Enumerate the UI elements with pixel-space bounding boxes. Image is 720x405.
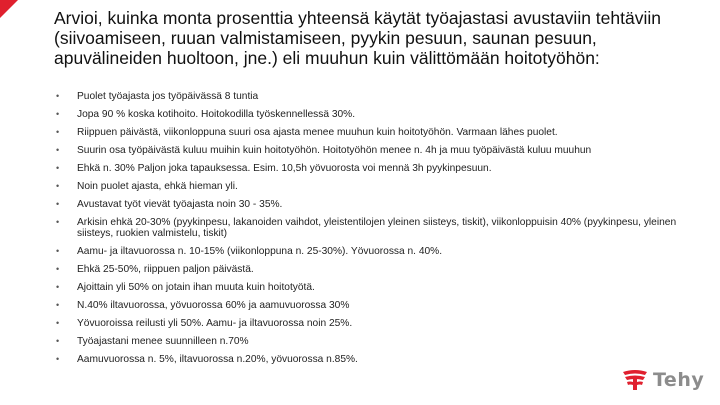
list-item bbox=[56, 300, 706, 311]
bullet-icon: • bbox=[56, 336, 60, 346]
answer-text: Riippuen päivästä, viikonloppuna suuri osa ajasta menee muuhun kuin hoitotyöhön. Varmaan lähes puolet. bbox=[77, 127, 558, 138]
answer-text: Puolet työajasta jos työpäivässä 8 tuntia bbox=[77, 91, 259, 102]
answer-text: Ehkä 25-50%, riippuen paljon päivästä. bbox=[77, 264, 254, 275]
answer-text: Aamu- ja iltavuorossa n. 10-15% (viikonloppuna n. 25-30%). Yövuorossa n. 40%. bbox=[77, 246, 443, 257]
answer-text: Yövuoroissa reilusti yli 50%. Aamu- ja iltavuorossa noin 25%. bbox=[77, 318, 353, 329]
list-item bbox=[56, 354, 706, 365]
list-item bbox=[56, 246, 706, 257]
bullet-icon: • bbox=[56, 199, 60, 209]
bullet-icon: • bbox=[56, 354, 60, 364]
list-item bbox=[56, 199, 706, 210]
bullet-icon: • bbox=[56, 163, 60, 173]
list-item bbox=[56, 181, 706, 192]
bullet-icon: • bbox=[56, 282, 60, 292]
bullet-icon: • bbox=[56, 181, 60, 191]
slide-title: Arvioi, kuinka monta prosenttia yhteensä käytät työajastasi avustaviin tehtäviin (siivoamiseen, ruuan valmistamiseen, pyykin pesuun, saunan pesuun, apuvälineiden huoltoon, jne.) eli muuhun kuin välittömään hoitotyöhön: bbox=[54, 8, 661, 68]
bullet-icon: • bbox=[56, 318, 60, 328]
bullet-icon: • bbox=[56, 91, 60, 101]
tehy-logo bbox=[622, 367, 704, 393]
bullet-icon: • bbox=[56, 145, 60, 155]
bullet-icon: • bbox=[56, 217, 60, 227]
answer-text: Arkisin ehkä 20-30% (pyykinpesu, lakanoiden vaihdot, yleistentilojen yleinen siisteys, tiskit), viikonloppuisin 40% (pyykinpesu, yleinen siisteys, ruokien valmistelu, tiskit) bbox=[77, 217, 677, 239]
corner-accent bbox=[0, 0, 18, 18]
list-item bbox=[56, 145, 706, 156]
list-item bbox=[56, 217, 706, 239]
answer-text: Aamuvuorossa n. 5%, iltavuorossa n.20%, yövuorossa n.85%. bbox=[77, 354, 358, 365]
bullet-icon: • bbox=[56, 264, 60, 274]
answer-text: Noin puolet ajasta, ehkä hieman yli. bbox=[77, 181, 238, 192]
tehy-logo-icon bbox=[622, 369, 648, 391]
list-item bbox=[56, 127, 706, 138]
bullet-icon: • bbox=[56, 109, 60, 119]
answer-text: N.40% iltavuorossa, yövuorossa 60% ja aamuvuorossa 30% bbox=[77, 300, 350, 311]
bullet-icon: • bbox=[56, 246, 60, 256]
bullet-icon: • bbox=[56, 127, 60, 137]
list-item bbox=[56, 109, 706, 120]
list-item bbox=[56, 282, 706, 293]
list-item bbox=[56, 318, 706, 329]
answer-text: Ehkä n. 30% Paljon joka tapauksessa. Esim. 10,5h yövuorosta voi mennä 3h pyykinpesuun. bbox=[77, 163, 492, 174]
answer-list bbox=[56, 91, 706, 372]
answer-text: Ajoittain yli 50% on jotain ihan muuta kuin hoitotyötä. bbox=[77, 282, 315, 293]
answer-text: Suurin osa työpäivästä kuluu muihin kuin hoitotyöhön. Hoitotyöhön menee n. 4h ja muu työpäivästä kuluu muuhun bbox=[77, 145, 592, 156]
list-item bbox=[56, 91, 706, 102]
list-item bbox=[56, 264, 706, 275]
list-item bbox=[56, 336, 706, 347]
answer-text: Jopa 90 % koska kotihoito. Hoitokodilla työskennellessä 30%. bbox=[77, 109, 356, 120]
bullet-icon: • bbox=[56, 300, 60, 310]
answer-text: Työajastani menee suunnilleen n.70% bbox=[77, 336, 249, 347]
list-item bbox=[56, 163, 706, 174]
tehy-logo-text: Tehy bbox=[653, 369, 705, 391]
answer-text: Avustavat työt vievät työajasta noin 30 - 35%. bbox=[77, 199, 283, 210]
